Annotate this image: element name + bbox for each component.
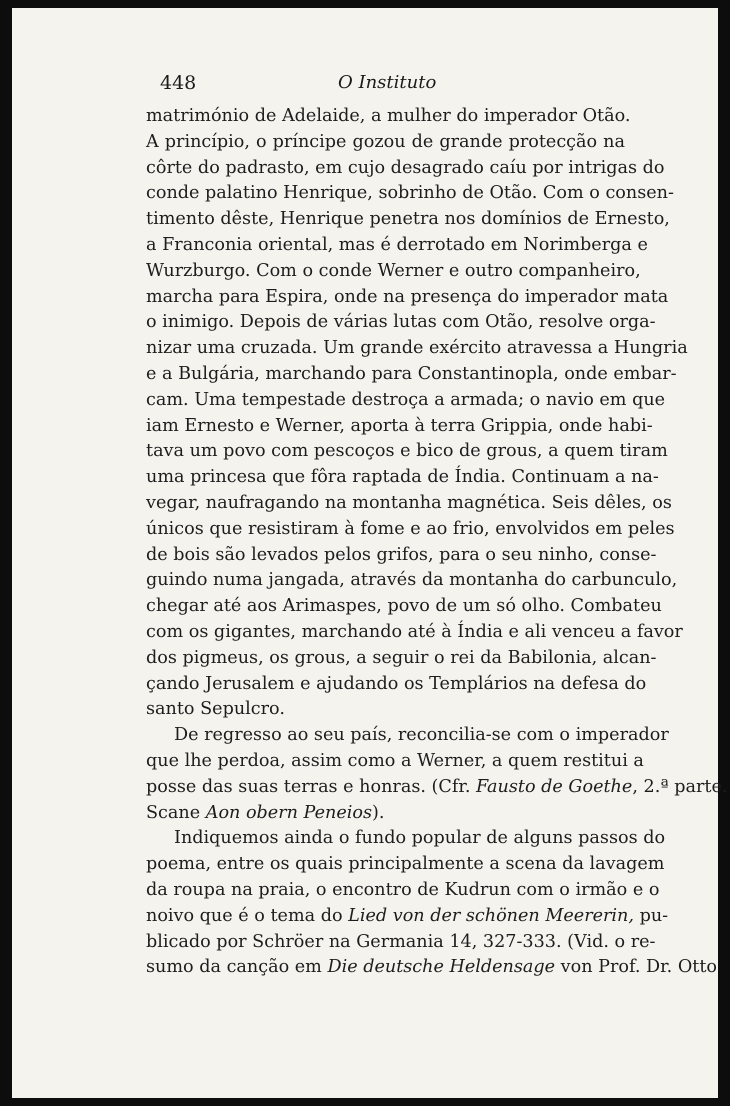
text-line: poema, entre os quais principalmente a scena da lavagem	[146, 854, 665, 875]
text-line: com os gigantes, marchando até à Índia e ali venceu a favor	[146, 621, 683, 642]
text-line: vegar, naufragando na montanha magnética. Seis dêles, os	[146, 492, 672, 513]
text-line: côrte do padrasto, em cujo desagrado caíu por intrigas do	[146, 157, 665, 178]
text-line: chegar até aos Arimaspes, povo de um só olho. Combateu	[146, 596, 662, 617]
work-title: Lied von der schönen Meererin,	[348, 905, 634, 926]
text-line: marcha para Espira, onde na presença do imperador mata	[146, 286, 669, 307]
text-line	[146, 775, 728, 801]
text-line: guindo numa jangada, através da montanha do carbunculo,	[146, 570, 678, 591]
running-title: O Instituto	[338, 72, 437, 93]
text-line: a Franconia oriental, mas é derrotado em Norimberga e	[146, 234, 648, 255]
text-line: çando Jerusalem e ajudando os Templários na defesa do	[146, 673, 647, 694]
text-line: blicado por Schröer na Germania 14, 327-333. (Vid. o re-	[146, 931, 656, 952]
text-line: e a Bulgária, marchando para Constantinopla, onde embar-	[146, 363, 677, 384]
text-line: timento dêste, Henrique penetra nos domínios de Ernesto,	[146, 209, 670, 230]
page-header	[158, 72, 628, 94]
text-line: o inimigo. Depois de várias lutas com Otão, resolve orga-	[146, 312, 656, 333]
line-text: pu-	[633, 905, 669, 926]
text-line: tava um povo com pescoços e bico de grous, a quem tiram	[146, 441, 668, 462]
line-text: von Prof. Dr. Otto	[555, 957, 717, 978]
work-title: Die deutsche Heldensage	[327, 957, 556, 978]
text-line: conde palatino Henrique, sobrinho de Otão. Com o consen-	[146, 183, 674, 204]
line-text: sumo da canção em	[146, 957, 328, 978]
text-line: Indiquemos ainda o fundo popular de alguns passos do	[174, 828, 666, 849]
line-text: Scane	[146, 802, 206, 823]
work-title: Fausto de Goethe	[476, 776, 633, 797]
work-title: Aon obern Peneios	[205, 802, 373, 823]
text-line: Wurzburgo. Com o conde Werner e outro companheiro,	[146, 260, 641, 281]
text-line: santo Sepulcro.	[146, 699, 285, 720]
page-number: 448	[160, 72, 197, 94]
text-line	[146, 955, 717, 981]
text-line: únicos que resistiram à fome e ao frio, envolvidos em peles	[146, 518, 675, 539]
text-line: uma princesa que fôra raptada de Índia. Continuam a na-	[146, 467, 659, 488]
text-line: De regresso ao seu país, reconcilia-se com o imperador	[174, 725, 669, 746]
line-text: ).	[372, 802, 385, 823]
line-text: , 2.ª parte.	[632, 776, 728, 797]
text-line: da roupa na praia, o encontro de Kudrun com o irmão e o	[146, 879, 660, 900]
text-line	[146, 904, 669, 930]
text-line: que lhe perdoa, assim como a Werner, a quem restitui a	[146, 750, 644, 771]
text-line: dos pigmeus, os grous, a seguir o rei da Babilonia, alcan-	[146, 647, 657, 668]
text-line	[146, 801, 625, 827]
line-text: posse das suas terras e honras. (Cfr.	[146, 776, 477, 797]
text-line: de bois são levados pelos grifos, para o seu ninho, conse-	[146, 544, 657, 565]
line-text: noivo que é o tema do	[146, 905, 349, 926]
body-text	[146, 104, 728, 981]
text-line: matrimónio de Adelaide, a mulher do imperador Otão.	[146, 106, 631, 126]
text-line: cam. Uma tempestade destroça a armada; o navio em que	[146, 389, 666, 410]
text-line: nizar uma cruzada. Um grande exército atravessa a Hungria	[146, 338, 688, 359]
text-line: A princípio, o príncipe gozou de grande protecção na	[146, 131, 625, 152]
text-line: iam Ernesto e Werner, aporta à terra Grippia, onde habi-	[146, 415, 653, 436]
